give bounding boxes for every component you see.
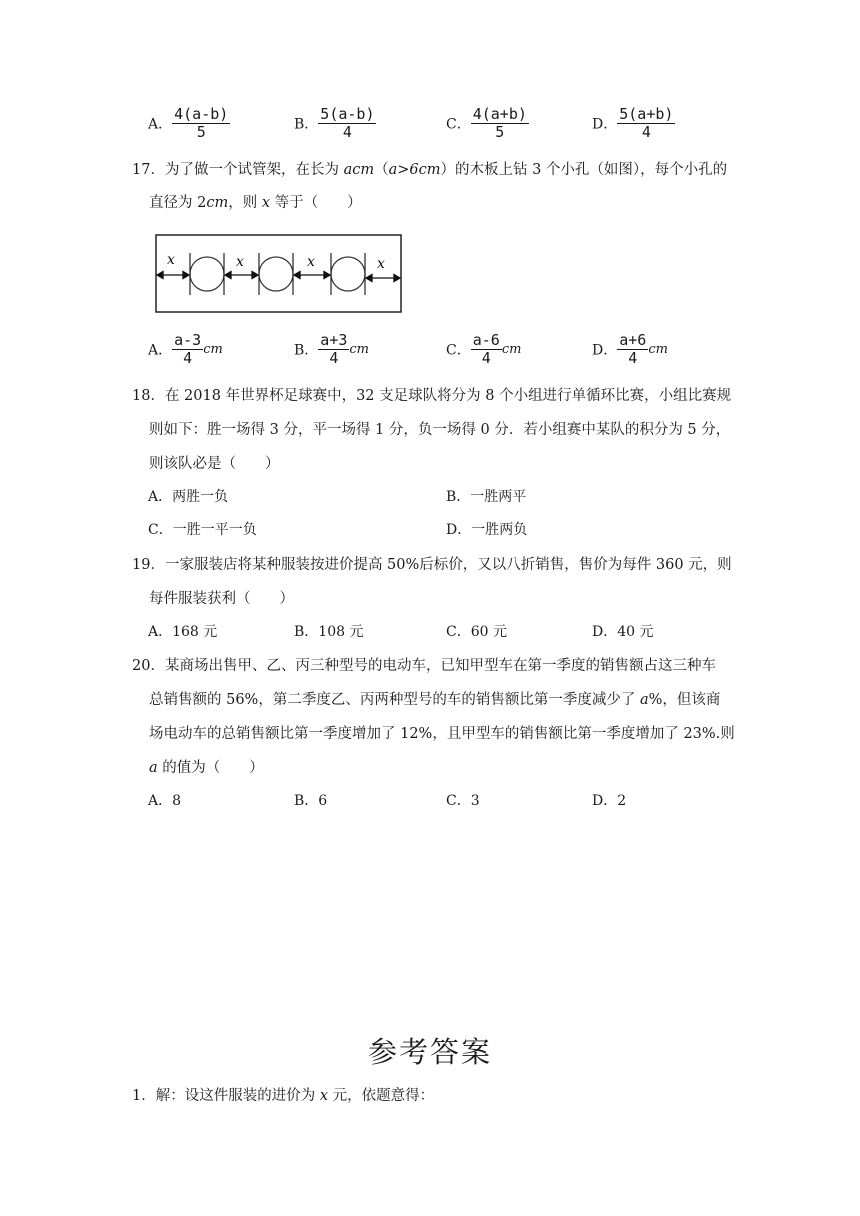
q18-option-a: A．两胜一负 bbox=[148, 489, 229, 505]
q18-line-3: 则该队必是（ ） bbox=[149, 456, 280, 472]
x-label: x bbox=[236, 254, 244, 270]
answers-title: 参考答案 bbox=[367, 1035, 492, 1069]
q17-option-a: A． $\frac{a-3}{4}$ cm bbox=[148, 331, 223, 367]
q20-line-2: 总销售额的 56%，第二季度乙、丙两种型号的车的销售额比第一季度减少了 a%，但该商 bbox=[149, 692, 721, 708]
answer-1-line: 1．解：设这件服装的进价为 x 元，依题意得： bbox=[132, 1088, 435, 1104]
q16-option-d: D． $\frac{5(a+b)}{4}$ bbox=[592, 105, 674, 141]
fraction: $\frac{5(a+b)}{4}$ bbox=[619, 105, 674, 141]
q20-option-b: B．6 bbox=[294, 793, 328, 809]
test-tube-rack-figure bbox=[155, 233, 403, 315]
q19-option-a: A．168 元 bbox=[148, 624, 218, 640]
hole-1 bbox=[190, 257, 224, 291]
q16-option-a: A． $\frac{4(a-b)}{5}$ bbox=[148, 105, 229, 141]
q16-option-c: C． $\frac{4(a+b)}{5}$ bbox=[446, 105, 527, 141]
q20-line-3: 场电动车的总销售额比第一季度增加了 12%，且甲型车的销售额比第一季度增加了 23%.则 bbox=[149, 726, 735, 742]
fraction: $\frac{5(a-b)}{4}$ bbox=[320, 105, 375, 141]
q19-option-d: D．40 元 bbox=[592, 624, 654, 640]
q19-option-b: B．108 元 bbox=[294, 624, 364, 640]
x-label: x bbox=[377, 256, 385, 272]
fraction: $\frac{4(a+b)}{5}$ bbox=[472, 105, 527, 141]
hole-3 bbox=[331, 257, 365, 291]
q17-line-1: 17．为了做一个试管架，在长为 acm（a>6cm）的木板上钻 3 个小孔（如图），每个小孔的 bbox=[132, 162, 728, 178]
x-label: x bbox=[167, 252, 175, 268]
q17-option-b: B． $\frac{a+3}{4}$ cm bbox=[294, 331, 369, 367]
board-outline bbox=[156, 235, 401, 312]
q17-option-d: D． $\frac{a+6}{4}$ cm bbox=[592, 331, 668, 367]
fraction: $\frac{4(a-b)}{5}$ bbox=[174, 105, 229, 141]
q17-line-2: 直径为 2cm，则 x 等于（ ） bbox=[149, 195, 362, 211]
hole-2 bbox=[259, 257, 293, 291]
q18-option-b: B．一胜两平 bbox=[446, 489, 527, 505]
q18-line-1: 18．在 2018 年世界杯足球赛中，32 支足球队将分为 8 个小组进行单循环比赛，小组比赛规 bbox=[132, 388, 732, 404]
q18-line-2: 则如下：胜一场得 3 分，平一场得 1 分，负一场得 0 分．若小组赛中某队的积分为 5 分， bbox=[149, 422, 731, 438]
q19-line-2: 每件服装获利（ ） bbox=[149, 591, 294, 607]
q20-line-1: 20．某商场出售甲、乙、丙三种型号的电动车，已知甲型车在第一季度的销售额占这三种车 bbox=[132, 658, 716, 674]
q20-line-4: a 的值为（ ） bbox=[149, 760, 264, 776]
q19-line-1: 19．一家服装店将某种服装按进价提高 50%后标价，又以八折销售，售价为每件 360 元，则 bbox=[132, 557, 732, 573]
x-label: x bbox=[307, 254, 315, 270]
q16-option-b: B． $\frac{5(a-b)}{4}$ bbox=[294, 105, 375, 141]
q20-option-c: C．3 bbox=[446, 793, 480, 809]
fraction: $\frac{a-3}{4}$ bbox=[174, 331, 202, 367]
q19-option-c: C．60 元 bbox=[446, 624, 507, 640]
q17-option-c: C． $\frac{a-6}{4}$ cm bbox=[446, 331, 522, 367]
q20-option-d: D．2 bbox=[592, 793, 627, 809]
q18-option-d: D．一胜两负 bbox=[446, 522, 528, 538]
fraction: $\frac{a-6}{4}$ bbox=[472, 331, 500, 367]
fraction: $\frac{a+6}{4}$ bbox=[619, 331, 647, 367]
q18-option-c: C．一胜一平一负 bbox=[148, 522, 257, 538]
x-labels bbox=[167, 252, 385, 272]
fraction: $\frac{a+3}{4}$ bbox=[320, 331, 348, 367]
q20-option-a: A．8 bbox=[148, 793, 182, 809]
